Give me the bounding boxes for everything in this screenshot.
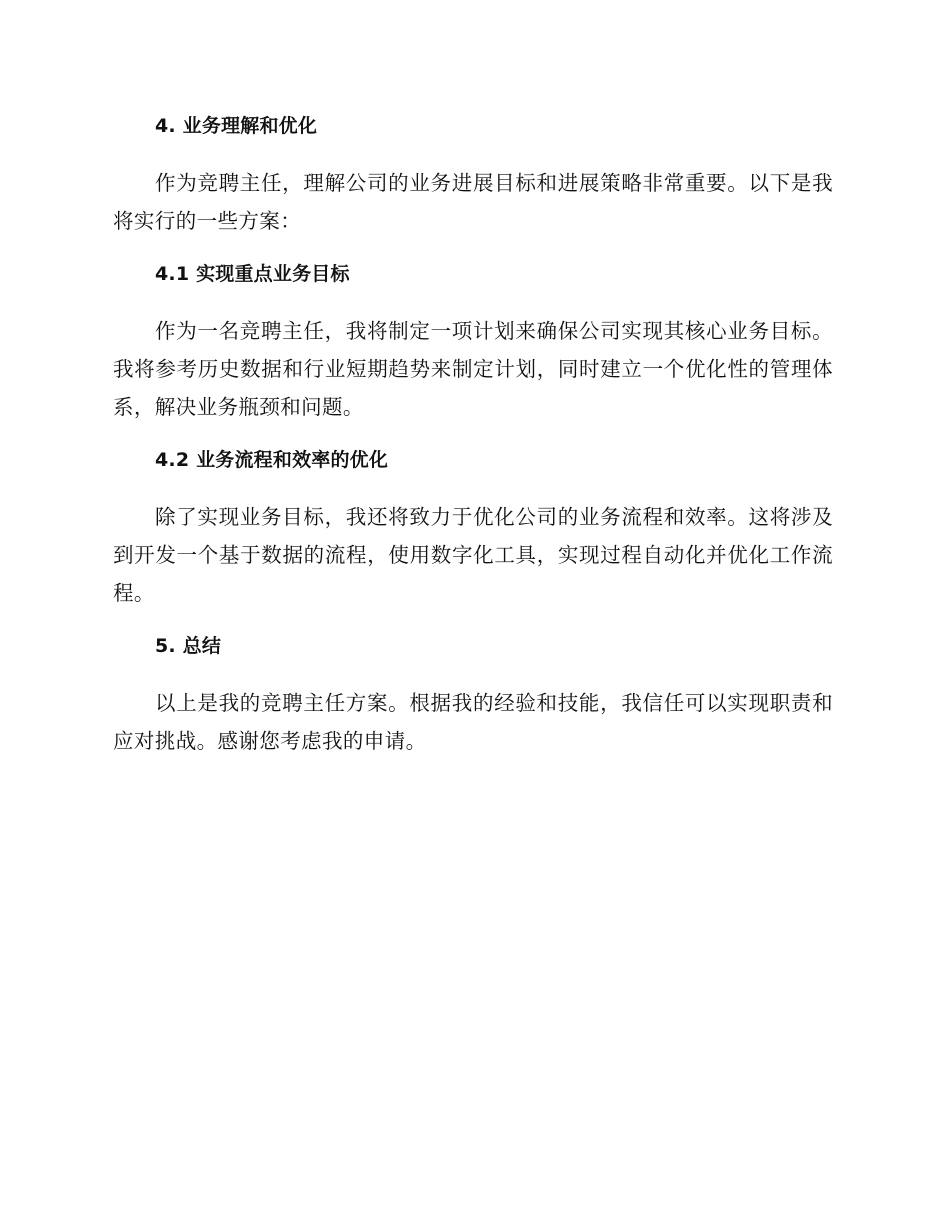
section-process-optimization [113,444,833,612]
section-paragraph: 除了实现业务目标，我还将致力于优化公司的业务流程和效率。这将涉及到开发一个基于数据的流程，使用数字化工具，实现过程自动化并优化工作流程。 [113,505,833,605]
section-heading: 4.1 实现重点业务目标 [155,263,350,285]
section-summary [113,630,833,760]
section-heading: 4. 业务理解和优化 [155,115,318,137]
section-heading: 5. 总结 [155,635,222,657]
section-business-understanding [113,110,833,240]
section-paragraph: 作为竞聘主任，理解公司的业务进展目标和进展策略非常重要。以下是我将实行的一些方案： [113,171,833,233]
section-heading: 4.2 业务流程和效率的优化 [155,449,389,471]
section-paragraph: 作为一名竞聘主任，我将制定一项计划来确保公司实现其核心业务目标。我将参考历史数据和行业短期趋势来制定计划，同时建立一个优化性的管理体系，解决业务瓶颈和问题。 [113,319,833,419]
section-paragraph: 以上是我的竞聘主任方案。根据我的经验和技能，我信任可以实现职责和应对挑战。感谢您考虑我的申请。 [113,691,833,753]
document-page [113,110,833,778]
section-core-goals [113,258,833,426]
